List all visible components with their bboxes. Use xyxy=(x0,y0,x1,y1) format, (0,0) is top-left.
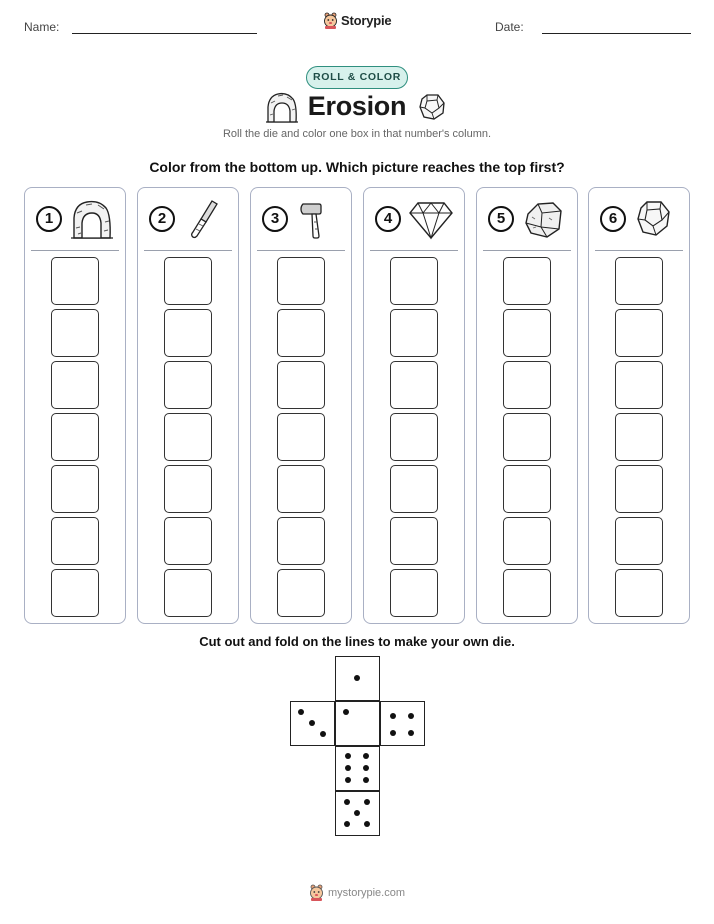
column-number: 1 xyxy=(36,206,62,232)
column-number: 4 xyxy=(375,206,401,232)
diamond-icon xyxy=(408,198,454,240)
column-number: 2 xyxy=(149,206,175,232)
rock-icon xyxy=(521,198,567,240)
color-box[interactable] xyxy=(503,257,551,305)
color-box[interactable] xyxy=(615,309,663,357)
color-box[interactable] xyxy=(164,413,212,461)
brand-logo xyxy=(323,12,391,29)
column-3 xyxy=(250,187,352,624)
color-box[interactable] xyxy=(164,465,212,513)
pip xyxy=(345,777,351,783)
color-box[interactable] xyxy=(503,413,551,461)
color-box[interactable] xyxy=(615,465,663,513)
roll-columns xyxy=(24,187,690,624)
color-box[interactable] xyxy=(51,569,99,617)
column-2 xyxy=(137,187,239,624)
pip xyxy=(344,821,350,827)
color-box[interactable] xyxy=(615,413,663,461)
chisel-icon xyxy=(182,198,228,240)
pip xyxy=(363,777,369,783)
color-box[interactable] xyxy=(164,569,212,617)
color-box[interactable] xyxy=(277,309,325,357)
color-box[interactable] xyxy=(277,517,325,565)
color-box[interactable] xyxy=(277,465,325,513)
activity-badge: ROLL & COLOR xyxy=(306,66,408,89)
page-footer xyxy=(0,884,714,901)
color-box[interactable] xyxy=(615,569,663,617)
pip xyxy=(390,713,396,719)
page-title: Erosion xyxy=(307,91,407,121)
color-box[interactable] xyxy=(277,569,325,617)
die-face-6 xyxy=(335,746,380,791)
color-box[interactable] xyxy=(503,569,551,617)
color-box[interactable] xyxy=(51,309,99,357)
pip xyxy=(390,730,396,736)
pip xyxy=(320,731,326,737)
color-box[interactable] xyxy=(390,413,438,461)
gem-stone-icon xyxy=(418,93,446,121)
worksheet-header xyxy=(0,0,714,50)
pip xyxy=(309,720,315,726)
column-header xyxy=(364,188,464,250)
color-box[interactable] xyxy=(503,309,551,357)
brand-name: Storypie xyxy=(341,13,392,28)
pip xyxy=(343,709,349,715)
column-divider xyxy=(370,250,458,251)
pip xyxy=(354,810,360,816)
color-box[interactable] xyxy=(51,361,99,409)
gem-stone-icon xyxy=(633,198,679,240)
column-1 xyxy=(24,187,126,624)
color-box[interactable] xyxy=(51,517,99,565)
color-box[interactable] xyxy=(615,257,663,305)
footer-website[interactable]: mystorypie.com xyxy=(327,886,406,899)
color-box[interactable] xyxy=(164,361,212,409)
color-box[interactable] xyxy=(390,465,438,513)
instructions-text: Roll the die and color one box in that number's column. xyxy=(222,128,492,140)
pip xyxy=(364,799,370,805)
color-box[interactable] xyxy=(164,517,212,565)
date-line xyxy=(542,33,691,34)
pip xyxy=(363,765,369,771)
column-divider xyxy=(483,250,571,251)
name-line xyxy=(72,33,257,34)
pip xyxy=(408,730,414,736)
pip xyxy=(344,799,350,805)
die-face-5 xyxy=(335,791,380,836)
column-6 xyxy=(588,187,690,624)
storypie-mascot-icon xyxy=(309,884,324,901)
color-box[interactable] xyxy=(615,517,663,565)
pip xyxy=(363,753,369,759)
column-header xyxy=(477,188,577,250)
column-divider xyxy=(595,250,683,251)
die-face-1 xyxy=(335,701,380,746)
column-header xyxy=(251,188,351,250)
color-box[interactable] xyxy=(277,413,325,461)
color-box[interactable] xyxy=(390,257,438,305)
column-number: 5 xyxy=(488,206,514,232)
pip xyxy=(408,713,414,719)
title-row xyxy=(0,89,714,129)
column-number: 6 xyxy=(600,206,626,232)
color-box[interactable] xyxy=(390,569,438,617)
color-box[interactable] xyxy=(390,361,438,409)
column-number: 3 xyxy=(262,206,288,232)
pip xyxy=(364,821,370,827)
color-box[interactable] xyxy=(277,361,325,409)
pip xyxy=(298,709,304,715)
color-box[interactable] xyxy=(390,517,438,565)
color-box[interactable] xyxy=(51,413,99,461)
storypie-mascot-icon xyxy=(323,12,338,29)
color-box[interactable] xyxy=(390,309,438,357)
color-box[interactable] xyxy=(277,257,325,305)
hammer-icon xyxy=(295,198,341,240)
die-face-3 xyxy=(290,701,335,746)
die-face-1 xyxy=(335,656,380,701)
color-box[interactable] xyxy=(164,309,212,357)
pip xyxy=(345,753,351,759)
color-box[interactable] xyxy=(503,465,551,513)
color-box[interactable] xyxy=(615,361,663,409)
rock-arch-icon xyxy=(69,198,115,240)
question-text: Color from the bottom up. Which picture reaches the top first? xyxy=(149,159,565,175)
color-box[interactable] xyxy=(164,257,212,305)
color-box[interactable] xyxy=(503,517,551,565)
column-divider xyxy=(31,250,119,251)
column-header xyxy=(589,188,689,250)
pip xyxy=(345,765,351,771)
color-box[interactable] xyxy=(51,465,99,513)
pip xyxy=(354,675,360,681)
cut-instructions: Cut out and fold on the lines to make your own die. xyxy=(199,634,515,649)
column-header xyxy=(25,188,125,250)
die-net xyxy=(290,656,426,836)
color-box[interactable] xyxy=(503,361,551,409)
column-divider xyxy=(144,250,232,251)
column-header xyxy=(138,188,238,250)
date-label: Date: xyxy=(495,20,524,34)
column-divider xyxy=(257,250,345,251)
color-box[interactable] xyxy=(51,257,99,305)
name-label: Name: xyxy=(24,20,60,34)
die-face-4 xyxy=(380,701,425,746)
column-5 xyxy=(476,187,578,624)
column-4 xyxy=(363,187,465,624)
